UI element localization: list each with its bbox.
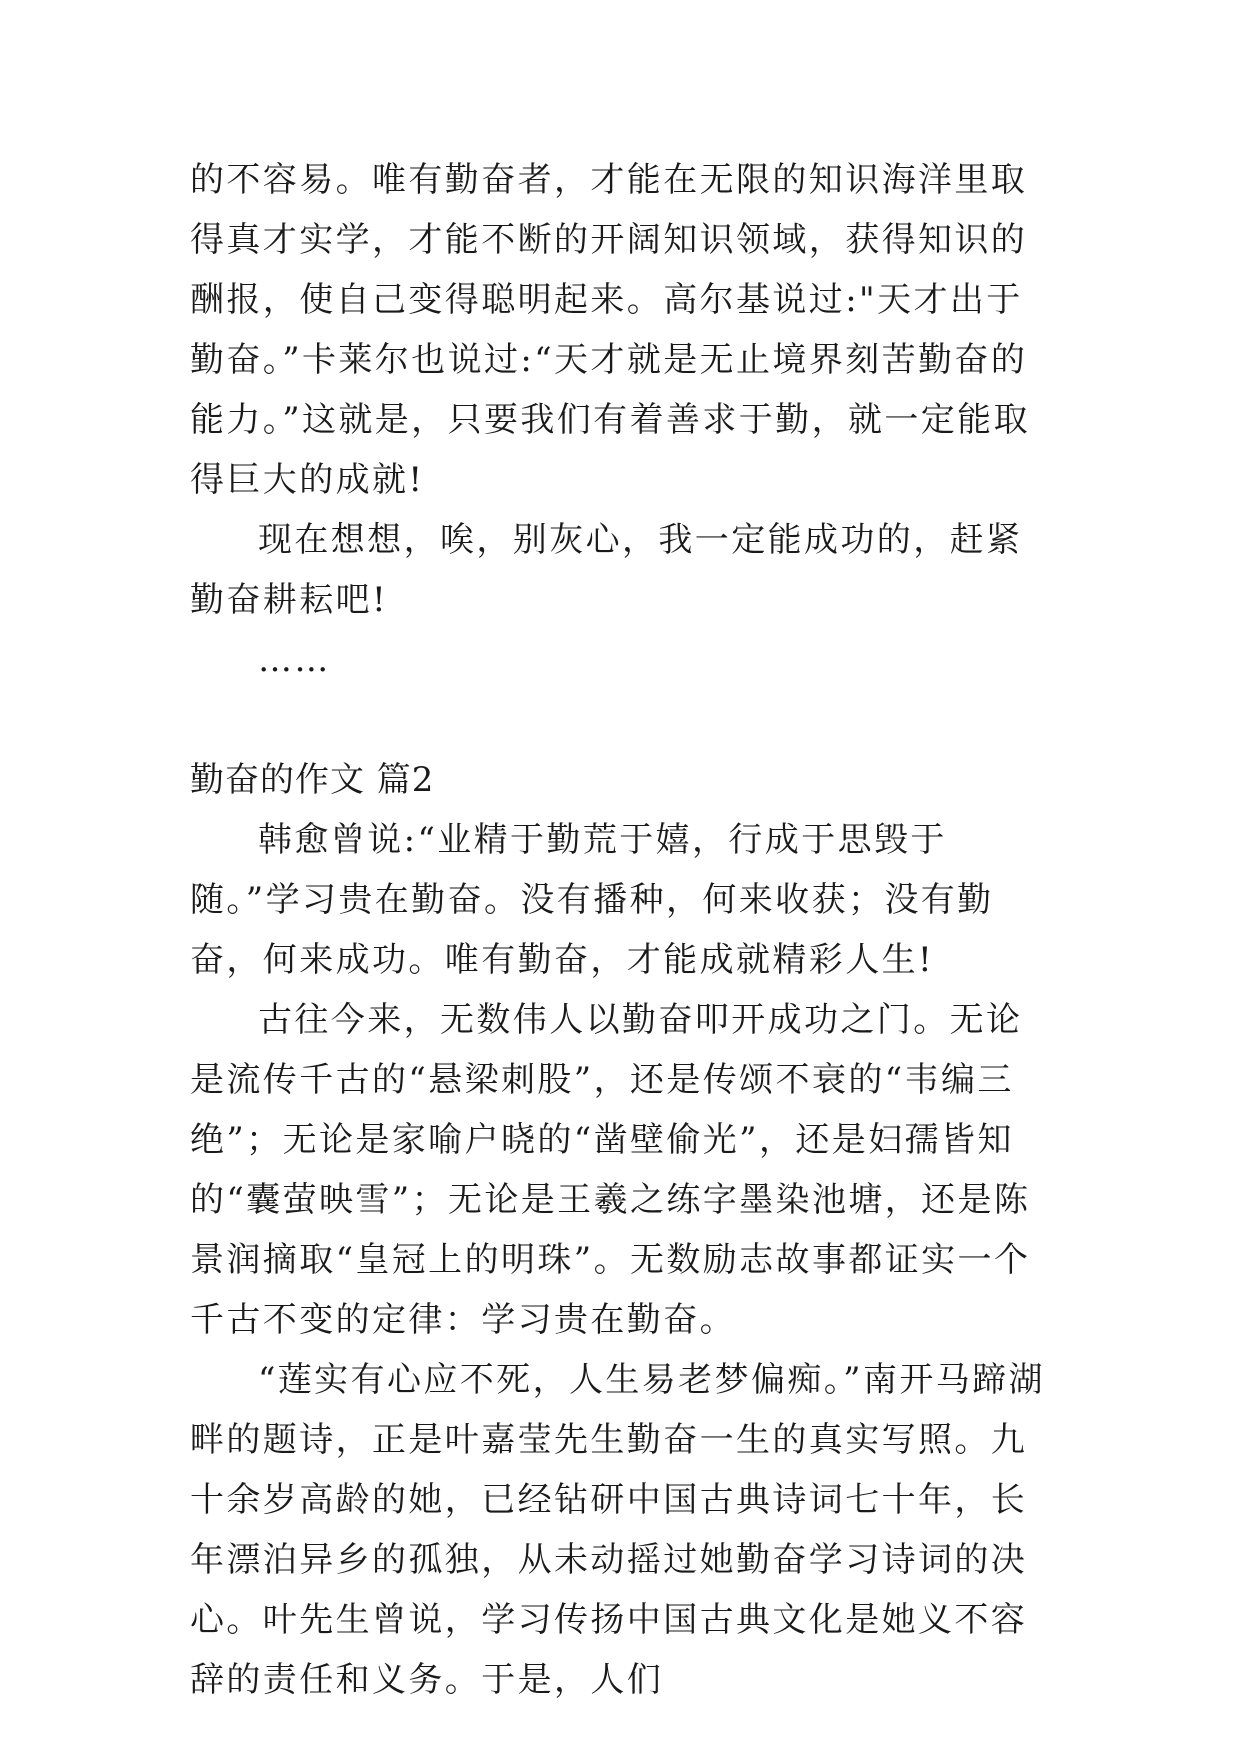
document-body xyxy=(190,150,1050,1710)
paragraph: “莲实有心应不死，人生易老梦偏痴。”南开马蹄湖畔的题诗，正是叶嘉莹先生勤奋一生的真实写照。九十余岁高龄的她，已经钻研中国古典诗词七十年，长年漂泊异乡的孤独，从未动摇过她勤奋学习诗词的决心。叶先生曾说，学习传扬中国古典文化是她义不容辞的责任和义务。于是，人们 xyxy=(190,1360,1045,1700)
paragraph: 古往今来，无数伟人以勤奋叩开成功之门。无论是流传千古的“悬梁刺股”，还是传颂不衰的“韦编三绝”；无论是家喻户晓的“凿壁偷光”，还是妇孺皆知的“囊萤映雪”；无论是王羲之练字墨染池塘，还是陈景润摘取“皇冠上的明珠”。无数励志故事都证实一个千古不变的定律：学习贵在勤奋。 xyxy=(190,1000,1031,1340)
paragraph: 现在想想，唉，别灰心，我一定能成功的，赶紧勤奋耕耘吧! xyxy=(190,520,1023,620)
section-heading: 勤奋的作文 篇2 xyxy=(190,760,435,800)
ellipsis-line: …… xyxy=(258,640,331,680)
paragraph: 韩愈曾说:“业精于勤荒于嬉，行成于思毁于随。”学习贵在勤奋。没有播种，何来收获；没有勤奋，何来成功。唯有勤奋，才能成就精彩人生! xyxy=(190,820,994,980)
paragraph: 的不容易。唯有勤奋者，才能在无限的知识海洋里取得真才实学，才能不断的开阔知识领域，获得知识的酬报，使自己变得聪明起来。高尔基说过:"天才出于勤奋。”卡莱尔也说过:“天才就是无止境界刻苦勤奋的能力。”这就是，只要我们有着善求于勤，就一定能取得巨大的成就! xyxy=(190,160,1030,500)
